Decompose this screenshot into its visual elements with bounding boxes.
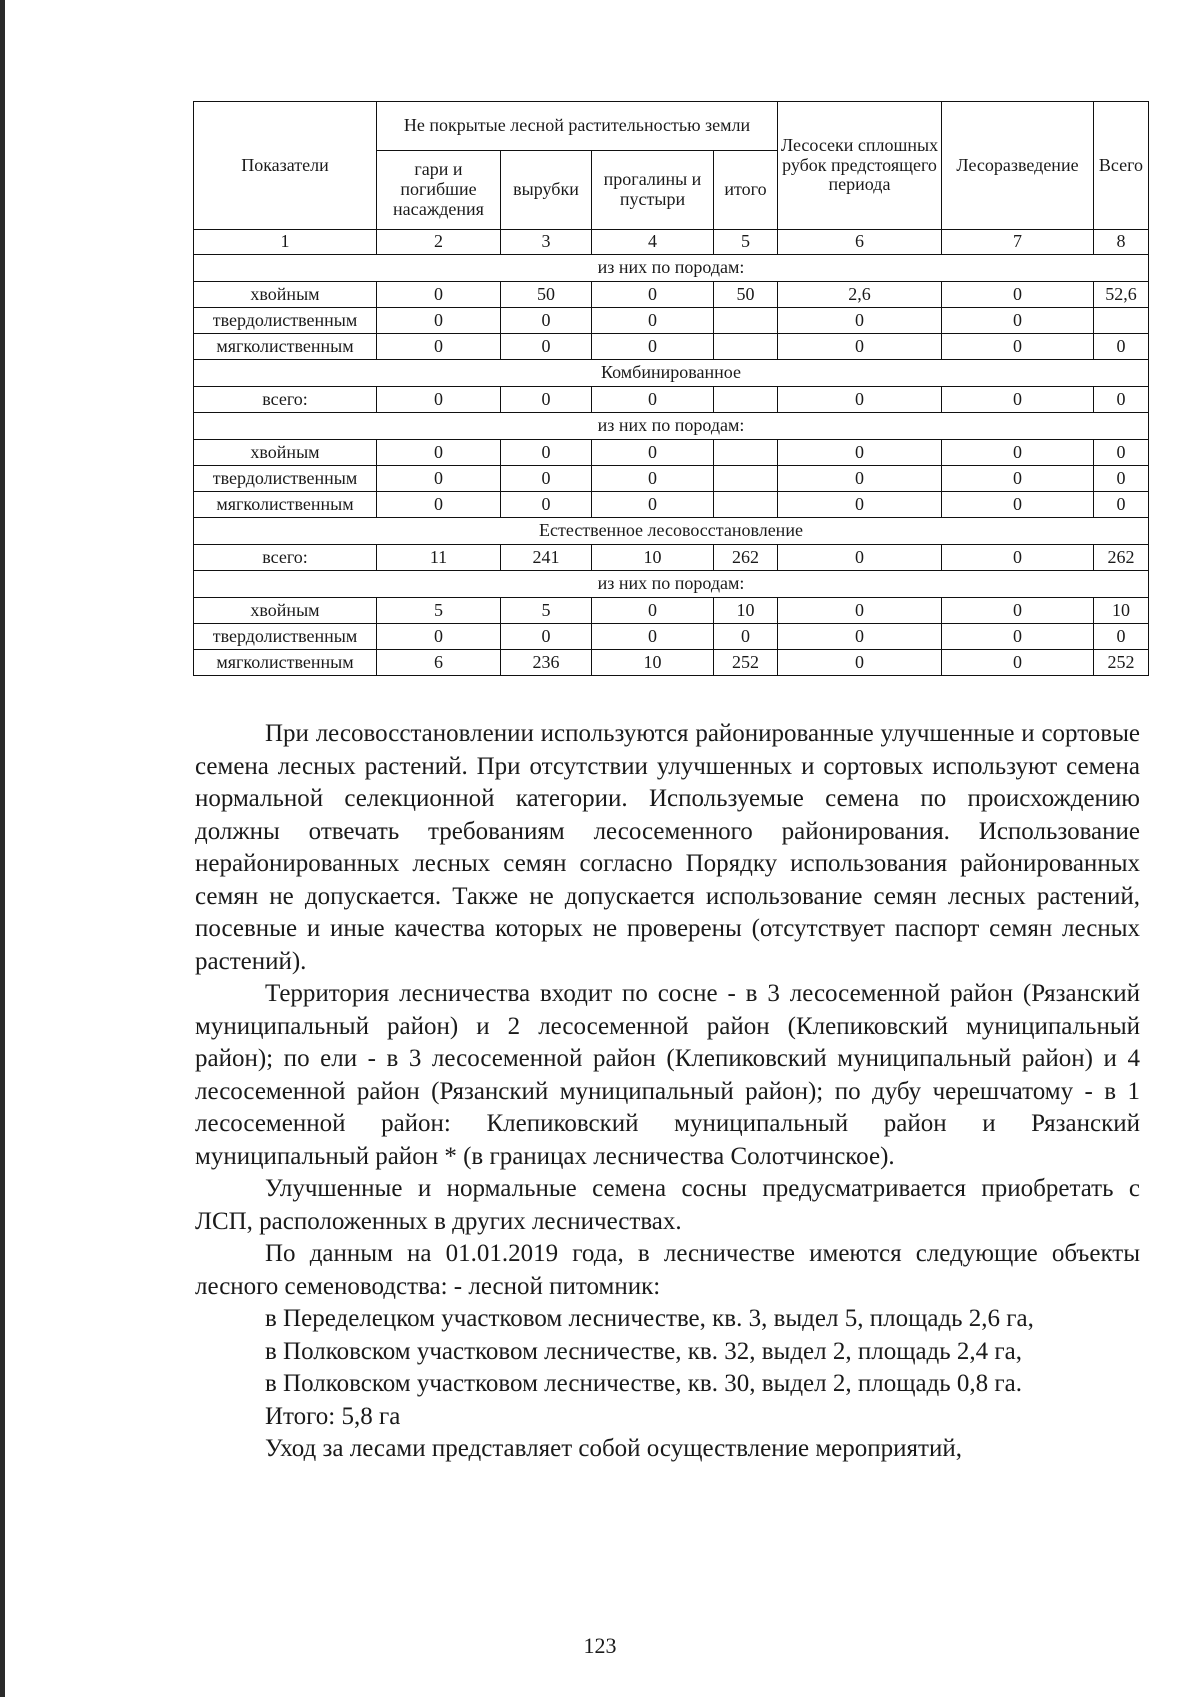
table-cell: 0 [1094, 387, 1149, 413]
table-cell: 236 [501, 650, 592, 676]
table-cell: 0 [714, 624, 778, 650]
table-cell: 10 [592, 650, 714, 676]
column-number: 5 [714, 230, 778, 255]
table-cell: 0 [778, 624, 942, 650]
table-cell [714, 440, 778, 466]
table-cell: 0 [592, 624, 714, 650]
table-cell: 0 [592, 598, 714, 624]
table-cell [714, 387, 778, 413]
table-cell [1094, 308, 1149, 334]
row-label: хвойным [194, 440, 377, 466]
table-cell: 0 [377, 308, 501, 334]
column-number: 7 [942, 230, 1094, 255]
paragraph: Территория лесничества входит по сосне - в 3 лесосеменной район (Рязанский муниципальный район) и 2 лесосеменной район (Клепиковский муниципальный район); по ели - в 3 лесосеменной район (Клепиковский муниципальный район) и 4 лесосеменной район (Рязанский муниципальный район); по дубу черешчатому - в 1 лесосеменной район: Клепиковский муниципальный район и Рязанский муниципальный район * (в границах лесничества Солотчинское). [195, 980, 1140, 1170]
table-cell: 0 [942, 466, 1094, 492]
table-cell: 0 [778, 545, 942, 571]
column-number: 6 [778, 230, 942, 255]
paragraph: в Переделецком участковом лесничестве, кв. 3, выдел 5, площадь 2,6 га, [265, 1305, 1034, 1332]
table-row [194, 598, 1149, 624]
table-cell: 0 [942, 650, 1094, 676]
table-cell: 252 [714, 650, 778, 676]
table-cell: 0 [377, 387, 501, 413]
table-cell [714, 308, 778, 334]
table-cell: 0 [377, 492, 501, 518]
header-burnt: гари и погибшие насаждения [377, 151, 501, 230]
table-cell [714, 466, 778, 492]
table-cell: 50 [714, 282, 778, 308]
table-cell: 0 [778, 598, 942, 624]
table-cell: 262 [714, 545, 778, 571]
table-cell: 0 [1094, 624, 1149, 650]
table-cell: 0 [778, 650, 942, 676]
table-cell: 0 [942, 598, 1094, 624]
table-cell: 0 [942, 440, 1094, 466]
header-uncovered-lands: Не покрытые лесной растительностью земли [377, 102, 778, 151]
body-text [195, 718, 1140, 1466]
section-row [194, 255, 1149, 282]
header-row-1 [194, 102, 1149, 151]
page-number: 123 [583, 1633, 617, 1658]
forest-regeneration-table [193, 101, 1149, 676]
table-cell: 0 [592, 466, 714, 492]
row-label: хвойным [194, 282, 377, 308]
paragraph: в Полковском участковом лесничестве, кв. 30, выдел 2, площадь 0,8 га. [265, 1370, 1023, 1397]
row-label: мягколиственным [194, 492, 377, 518]
table-cell: 0 [778, 492, 942, 518]
column-numbers-row [194, 230, 1149, 255]
header-clearcut: Лесосеки сплошных рубок предстоящего периода [778, 102, 942, 230]
section-row [194, 413, 1149, 440]
table-cell: 0 [377, 334, 501, 360]
table-cell: 0 [377, 440, 501, 466]
table-cell: 0 [1094, 466, 1149, 492]
section-row [194, 571, 1149, 598]
table-cell: 52,6 [1094, 282, 1149, 308]
table-cell: 10 [592, 545, 714, 571]
table-cell: 0 [942, 308, 1094, 334]
section-label: Комбинированное [194, 360, 1149, 387]
header-subtotal: итого [714, 151, 778, 230]
table-cell: 0 [592, 440, 714, 466]
table-cell: 0 [1094, 334, 1149, 360]
table-cell: 0 [1094, 492, 1149, 518]
table-row [194, 387, 1149, 413]
table-cell: 10 [1094, 598, 1149, 624]
table-cell: 10 [714, 598, 778, 624]
header-indicators: Показатели [194, 102, 377, 230]
table-row [194, 334, 1149, 360]
table-cell: 241 [501, 545, 592, 571]
section-row [194, 360, 1149, 387]
table-row [194, 308, 1149, 334]
table-row [194, 492, 1149, 518]
column-number: 8 [1094, 230, 1149, 255]
section-label: из них по породам: [194, 571, 1149, 598]
table-cell: 0 [501, 492, 592, 518]
table-cell: 2,6 [778, 282, 942, 308]
paragraph: Итого: 5,8 га [265, 1402, 401, 1430]
column-number: 1 [194, 230, 377, 255]
header-glades: прогалины и пустыри [592, 151, 714, 230]
table-cell: 0 [942, 387, 1094, 413]
forest-table-container [193, 101, 1148, 676]
table-cell: 0 [778, 440, 942, 466]
table-cell: 5 [377, 598, 501, 624]
paragraph: При лесовосстановлении используются районированные улучшенные и сортовые семена лесных растений. При отсутствии улучшенных и сортовых используют семена нормальной селекционной категории. Используемые семена по происхождению должны отвечать требованиям лесосеменного районирования. Использование нерайонированных лесных семян согласно Порядку использования районированных семян не допускается. Также не допускается использование семян лесных растений, посевные и иные качества которых не проверены (отсутствует паспорт семян лесных растений). [195, 720, 1140, 975]
table-cell: 50 [501, 282, 592, 308]
table-cell: 0 [501, 334, 592, 360]
row-label: твердолиственным [194, 624, 377, 650]
table-cell: 11 [377, 545, 501, 571]
table-body [194, 255, 1149, 676]
row-label: всего: [194, 545, 377, 571]
header-cuttings: вырубки [501, 151, 592, 230]
column-number: 3 [501, 230, 592, 255]
section-label: из них по породам: [194, 413, 1149, 440]
table-row [194, 650, 1149, 676]
row-label: хвойным [194, 598, 377, 624]
table-row [194, 545, 1149, 571]
table-cell: 0 [592, 387, 714, 413]
paragraph: Уход за лесами представляет собой осуществление мероприятий, [265, 1435, 962, 1462]
table-cell: 0 [377, 282, 501, 308]
table-cell: 0 [1094, 440, 1149, 466]
table-cell: 0 [592, 308, 714, 334]
row-label: мягколиственным [194, 650, 377, 676]
table-cell: 6 [377, 650, 501, 676]
header-afforestation: Лесоразведение [942, 102, 1094, 230]
table-cell: 0 [501, 387, 592, 413]
table-cell: 0 [592, 492, 714, 518]
table-cell: 0 [377, 466, 501, 492]
table-row [194, 466, 1149, 492]
table-cell: 0 [778, 308, 942, 334]
table-cell: 0 [501, 308, 592, 334]
row-label: твердолиственным [194, 308, 377, 334]
paragraph: в Полковском участковом лесничестве, кв. 32, выдел 2, площадь 2,4 га, [265, 1337, 1023, 1365]
table-cell: 0 [778, 466, 942, 492]
table-cell: 0 [501, 624, 592, 650]
table-cell: 0 [942, 624, 1094, 650]
row-label: всего: [194, 387, 377, 413]
row-label: твердолиственным [194, 466, 377, 492]
scan-edge [0, 0, 5, 1697]
section-row [194, 518, 1149, 545]
column-number: 4 [592, 230, 714, 255]
header-total: Всего [1094, 102, 1149, 230]
table-cell: 252 [1094, 650, 1149, 676]
table-cell: 5 [501, 598, 592, 624]
table-cell: 0 [942, 334, 1094, 360]
table-cell: 0 [942, 282, 1094, 308]
table-cell: 0 [942, 545, 1094, 571]
table-cell: 0 [592, 282, 714, 308]
row-label: мягколиственным [194, 334, 377, 360]
table-cell: 0 [778, 387, 942, 413]
paragraph: По данным на 01.01.2019 года, в лесничестве имеются следующие объекты лесного семеноводства: - лесной питомник: [195, 1240, 1140, 1300]
column-number: 2 [377, 230, 501, 255]
table-cell [714, 492, 778, 518]
table-row [194, 282, 1149, 308]
table-cell: 262 [1094, 545, 1149, 571]
table-cell: 0 [778, 334, 942, 360]
section-label: из них по породам: [194, 255, 1149, 282]
table-cell: 0 [377, 624, 501, 650]
table-cell: 0 [592, 334, 714, 360]
section-label: Естественное лесовосстановление [194, 518, 1149, 545]
table-row [194, 440, 1149, 466]
paragraph: Улучшенные и нормальные семена сосны предусматривается приобретать с ЛСП, расположенных в других лесничествах. [195, 1175, 1140, 1235]
table-cell: 0 [942, 492, 1094, 518]
table-cell: 0 [501, 466, 592, 492]
table-cell: 0 [501, 440, 592, 466]
table-row [194, 624, 1149, 650]
table-cell [714, 334, 778, 360]
